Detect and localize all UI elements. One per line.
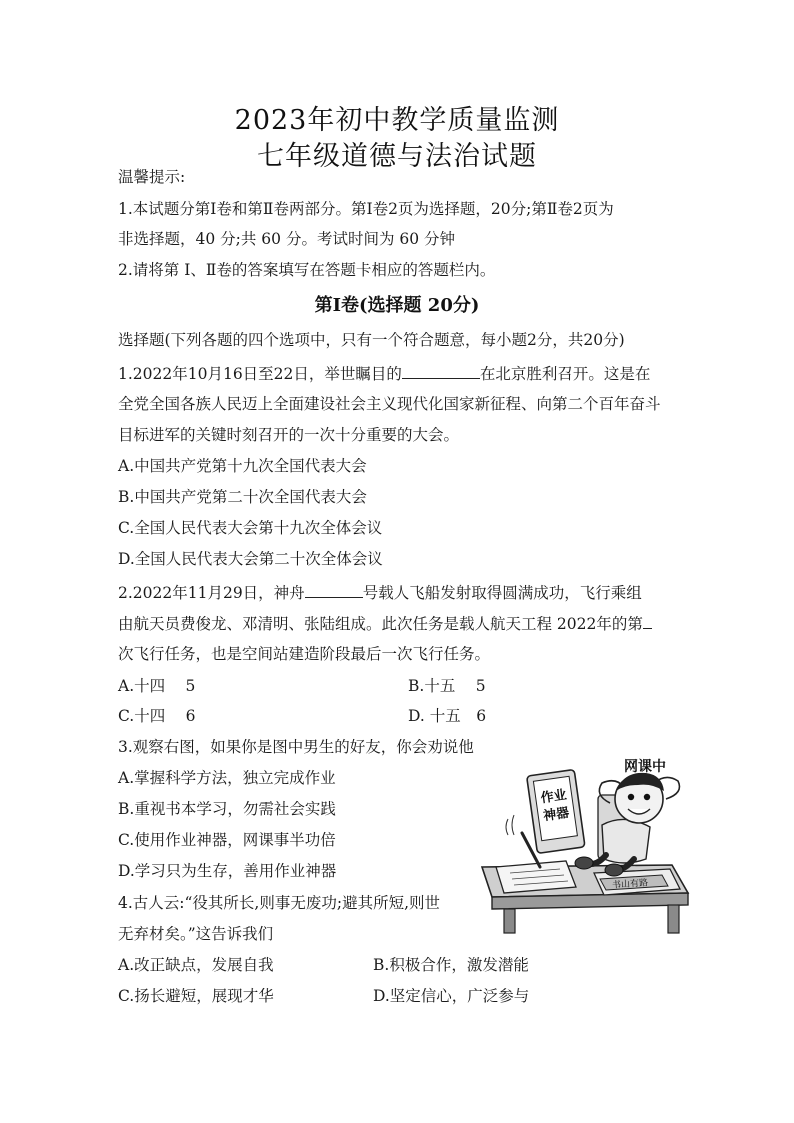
q3-stem: 3.观察右图，如果你是图中男生的好友，你会劝说他 [118, 738, 474, 756]
q2-option-c: C.十四 6 [118, 707, 196, 725]
q4-line2: 无弃材矣。”这告诉我们 [118, 925, 274, 943]
q2-line2 [118, 613, 652, 634]
q1-blank [402, 363, 480, 379]
q2-line1 [118, 582, 642, 603]
q4-option-d: D.坚定信心，广泛参与 [373, 987, 530, 1005]
q3-option-b: B.重视书本学习，勿需社会实践 [118, 800, 336, 818]
notice-item2: 2.请将第 Ⅰ、Ⅱ卷的答案填写在答题卡相应的答题栏内。 [118, 261, 496, 279]
exam-title-line2: 七年级道德与法治试题 [257, 141, 537, 172]
q1-option-c: C.全国人民代表大会第十九次全体会议 [118, 519, 383, 537]
section-instruction: 选择题(下列各题的四个选项中，只有一个符合题意，每小题2分，共20分) [118, 331, 625, 349]
desk-book-label: 书山有路 [611, 878, 649, 891]
notice-item1-line2: 非选择题，40 分;共 60 分。考试时间为 60 分钟 [118, 230, 456, 248]
q2-blank-1 [305, 582, 363, 598]
notice-item1-line1: 1.本试题分第Ⅰ卷和第Ⅱ卷两部分。第Ⅰ卷2页为选择题，20分;第Ⅱ卷2页为 [118, 200, 614, 218]
desk-leg-right [668, 905, 679, 933]
gadget-label-line1: 作业 [539, 787, 568, 807]
boy-shoe-right [605, 864, 623, 876]
q2-option-d: D. 十五 6 [408, 707, 487, 725]
boy-body [602, 819, 650, 863]
illustration-caption: 网课中 [624, 759, 666, 775]
homework-gadget [527, 769, 585, 853]
q3-option-c: C.使用作业神器，网课事半功倍 [118, 831, 336, 849]
q1-line1 [118, 363, 650, 384]
q1-line3: 目标进军的关键时刻召开的一次十分重要的大会。 [118, 426, 460, 444]
cartoon-illustration [474, 755, 702, 935]
q4-option-b: B.积极合作，激发潜能 [373, 956, 529, 974]
q4-option-c: C.扬长避短，展现才华 [118, 987, 274, 1005]
boy-eye-right [644, 794, 650, 800]
q1-line2: 全党全国各族人民迈上全面建设社会主义现代化国家新征程、向第二个百年奋斗 [118, 395, 661, 413]
q3-option-a: A.掌握科学方法，独立完成作业 [118, 769, 336, 787]
q3-option-d: D.学习只为生存，善用作业神器 [118, 862, 337, 880]
q1-text-a: 1.2022年10月16日至22日，举世瞩目的 [118, 365, 402, 383]
q1-option-a: A.中国共产党第十九次全国代表大会 [118, 457, 367, 475]
q4-line1: 4.古人云:“役其所长,则事无废功;避其所短,则世 [118, 894, 441, 912]
notice-heading: 温馨提示: [118, 168, 186, 186]
q4-option-a: A.改正缺点，发展自我 [118, 956, 274, 974]
q1-option-b: B.中国共产党第二十次全国代表大会 [118, 488, 367, 506]
q2-option-a: A.十四 5 [118, 677, 196, 695]
q2-text-b: 号载人飞船发射取得圆满成功，飞行乘组 [362, 584, 642, 602]
q2-line2-text: 由航天员费俊龙、邓清明、张陆组成。此次任务是载人航天工程 2022年的第 [118, 615, 643, 633]
q2-blank-2 [643, 613, 652, 629]
boy-shoe-left [575, 857, 593, 869]
gadget-label-line2: 神器 [542, 805, 571, 825]
section-title: 第Ⅰ卷(选择题 20分) [314, 295, 480, 316]
q1-option-d: D.全国人民代表大会第二十次全体会议 [118, 550, 383, 568]
q2-text-a: 2.2022年11月29日，神舟 [118, 584, 305, 602]
desk-leg-left [504, 909, 515, 933]
q1-text-b: 在北京胜利召开。这是在 [479, 365, 651, 383]
exam-title-line1: 2023年初中教学质量监测 [234, 105, 560, 136]
q2-option-b: B.十五 5 [408, 677, 486, 695]
boy-eye-left [628, 794, 634, 800]
q2-line3: 次飞行任务，也是空间站建造阶段最后一次飞行任务。 [118, 645, 491, 663]
